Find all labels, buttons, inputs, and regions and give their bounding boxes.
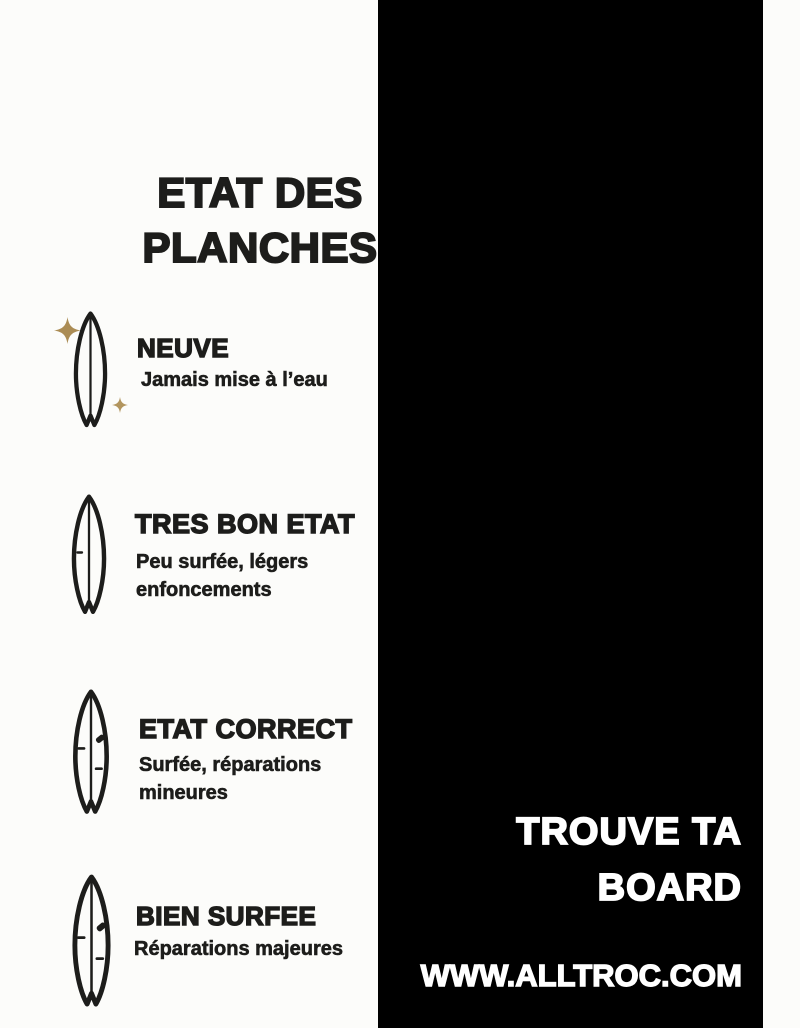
page-title-line1: ETAT DES: [157, 169, 363, 216]
condition-description: Jamais mise à l’eau: [141, 369, 328, 391]
condition-label-bien-surfee: BIEN SURFEE: [136, 901, 317, 931]
surfboard-new-sparkling-icon: [70, 311, 111, 431]
tagline: [402, 804, 742, 916]
tagline-line1: TROUVE TA: [516, 811, 742, 853]
brand-panel: [378, 0, 763, 1028]
surfboard-major-repairs-icon: [70, 874, 113, 1011]
condition-label-tres-bon-etat: TRES BON ETAT: [135, 509, 355, 539]
page-title-line2: PLANCHES: [142, 224, 378, 271]
condition-description: Surfée, réparations mineures: [139, 754, 322, 804]
page-title: [140, 165, 380, 275]
condition-label-etat-correct: ETAT CORRECT: [139, 714, 353, 744]
condition-description: Peu surfée, légers enfoncements: [136, 551, 309, 601]
sparkle-icon: [112, 397, 128, 413]
condition-label-neuve: NEUVE: [137, 333, 230, 363]
website-url: WWW.ALLTROC.COM: [420, 958, 742, 993]
condition-description: Réparations majeures: [134, 938, 343, 960]
tagline-line2: BOARD: [597, 867, 742, 909]
surfboard-small-ding-icon: [68, 494, 110, 618]
surfboard-minor-repairs-icon: [70, 689, 112, 818]
